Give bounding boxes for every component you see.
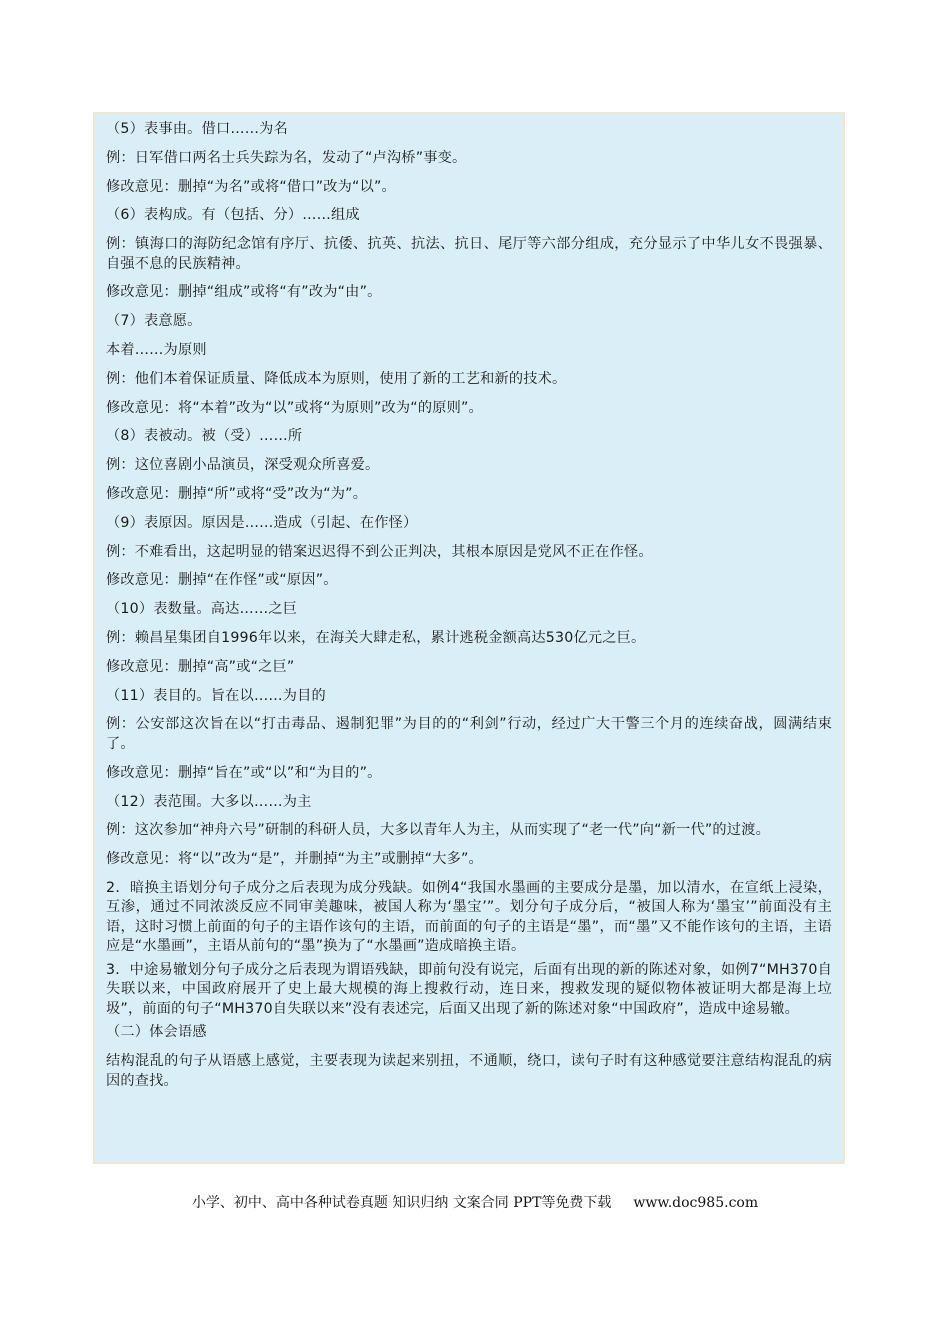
text-line: （6）表构成。有（包括、分）……组成: [106, 207, 360, 224]
text-line: （11）表目的。旨在以……为目的: [106, 687, 326, 704]
text-line: 例：不难看出，这起明显的错案迟迟得不到公正判决，其根本原因是党风不正在作怪。: [106, 543, 653, 560]
content-panel: [93, 112, 845, 1164]
text-line: 本着……为原则: [106, 342, 207, 359]
page-footer: [0, 1192, 950, 1212]
text-line: （8）表被动。被（受）……所: [106, 428, 303, 445]
text-line: 例：这位喜剧小品演员，深受观众所喜爱。: [106, 457, 380, 474]
text-line: 修改意见：删掉“旨在”或“以”和“为目的”。: [106, 764, 382, 781]
text-line: （9）表原因。原因是……造成（引起、在作怪）: [106, 514, 418, 531]
text-line: 例：镇海口的海防纪念馆有序厅、抗倭、抗英、抗法、抗日、尾厅等六部分组成，充分显示了中华儿女不畏强暴、自强不息的民族精神。: [106, 236, 832, 272]
text-line: 2．暗换主语划分句子成分之后表现为成分残缺。如例4“我国水墨画的主要成分是墨，加以清水，在宣纸上浸染，互渗，通过不同浓淡反应不同审美趣味，被国人称为‘墨宝’”。划分句子成分后，“被国人称为‘墨宝’”前面没有主语，这时习惯上前面的句子的主语作该句的主语，而前面的句子的主语是“墨”，而“墨”又不能作该句的主语，主语应是“水墨画”，主语从前句的“墨”换为了“水墨画”造成暗换主语。: [106, 879, 832, 955]
text-line: （二）体会语感: [106, 1024, 207, 1041]
text-line: 修改意见：删掉“组成”或将“有”改为“由”。: [106, 284, 382, 301]
text-line: 例：赖昌星集团自1996年以来，在海关大肆走私，累计逃税金额高达530亿元之巨。: [106, 630, 646, 647]
text-line: 修改意见：删掉“在作怪”或“原因”。: [106, 572, 338, 589]
text-line: 例：公安部这次旨在以“打击毒品、遏制犯罪”为目的的“利剑”行动，经过广大干警三个月的连续奋战，圆满结束了。: [106, 716, 832, 752]
text-line: 修改意见：删掉“高”或“之巨”: [106, 658, 295, 675]
text-line: 例：日军借口两名士兵失踪为名，发动了“卢沟桥”事变。: [106, 149, 467, 166]
footer-text: 小学、初中、高中各种试卷真题 知识归纳 文案合同 PPT等免费下载: [191, 1195, 612, 1211]
text-line: 结构混乱的句子从语感上感觉，主要表现为读起来别扭，不通顺，绕口，读句子时有这种感觉要注意结构混乱的病因的查找。: [106, 1053, 832, 1089]
text-line: 修改意见：将“本着”改为“以”或将“为原则”改为“的原则”。: [106, 399, 483, 416]
text-line: 3．中途易辙划分句子成分之后表现为谓语残缺，即前句没有说完，后面有出现的新的陈述对象，如例7“MH370自失联以来，中国政府展开了史上最大规模的海上搜救行动，连日来，搜救发现的疑似物体被证明大都是海上垃圾”，前面的句子“MH370自失联以来”没有表述完，后面又出现了新的陈述对象“中国政府”，造成中途易辙。: [106, 961, 832, 1017]
text-line: 修改意见：将“以”改为“是”，并删掉“为主”或删掉“大多”。: [106, 851, 483, 868]
text-line: 修改意见：删掉“所”或将“受”改为“为”。: [106, 486, 368, 503]
text-line: 修改意见：删掉“为名”或将“借口”改为“以”。: [106, 178, 396, 195]
footer-url[interactable]: www.doc985.com: [633, 1195, 759, 1211]
text-line: （5）表事由。借口……为名: [106, 121, 288, 137]
text-line: （10）表数量。高达……之巨: [106, 601, 298, 618]
text-line: 例：这次参加“神舟六号”研制的科研人员，大多以青年人为主，从而实现了“老一代”向“新一代”的过渡。: [106, 822, 770, 839]
text-line: 例：他们本着保证质量、降低成本为原则，使用了新的工艺和新的技术。: [106, 370, 567, 387]
text-line: （12）表范围。大多以……为主: [106, 793, 312, 810]
text-line: （7）表意愿。: [106, 313, 202, 330]
